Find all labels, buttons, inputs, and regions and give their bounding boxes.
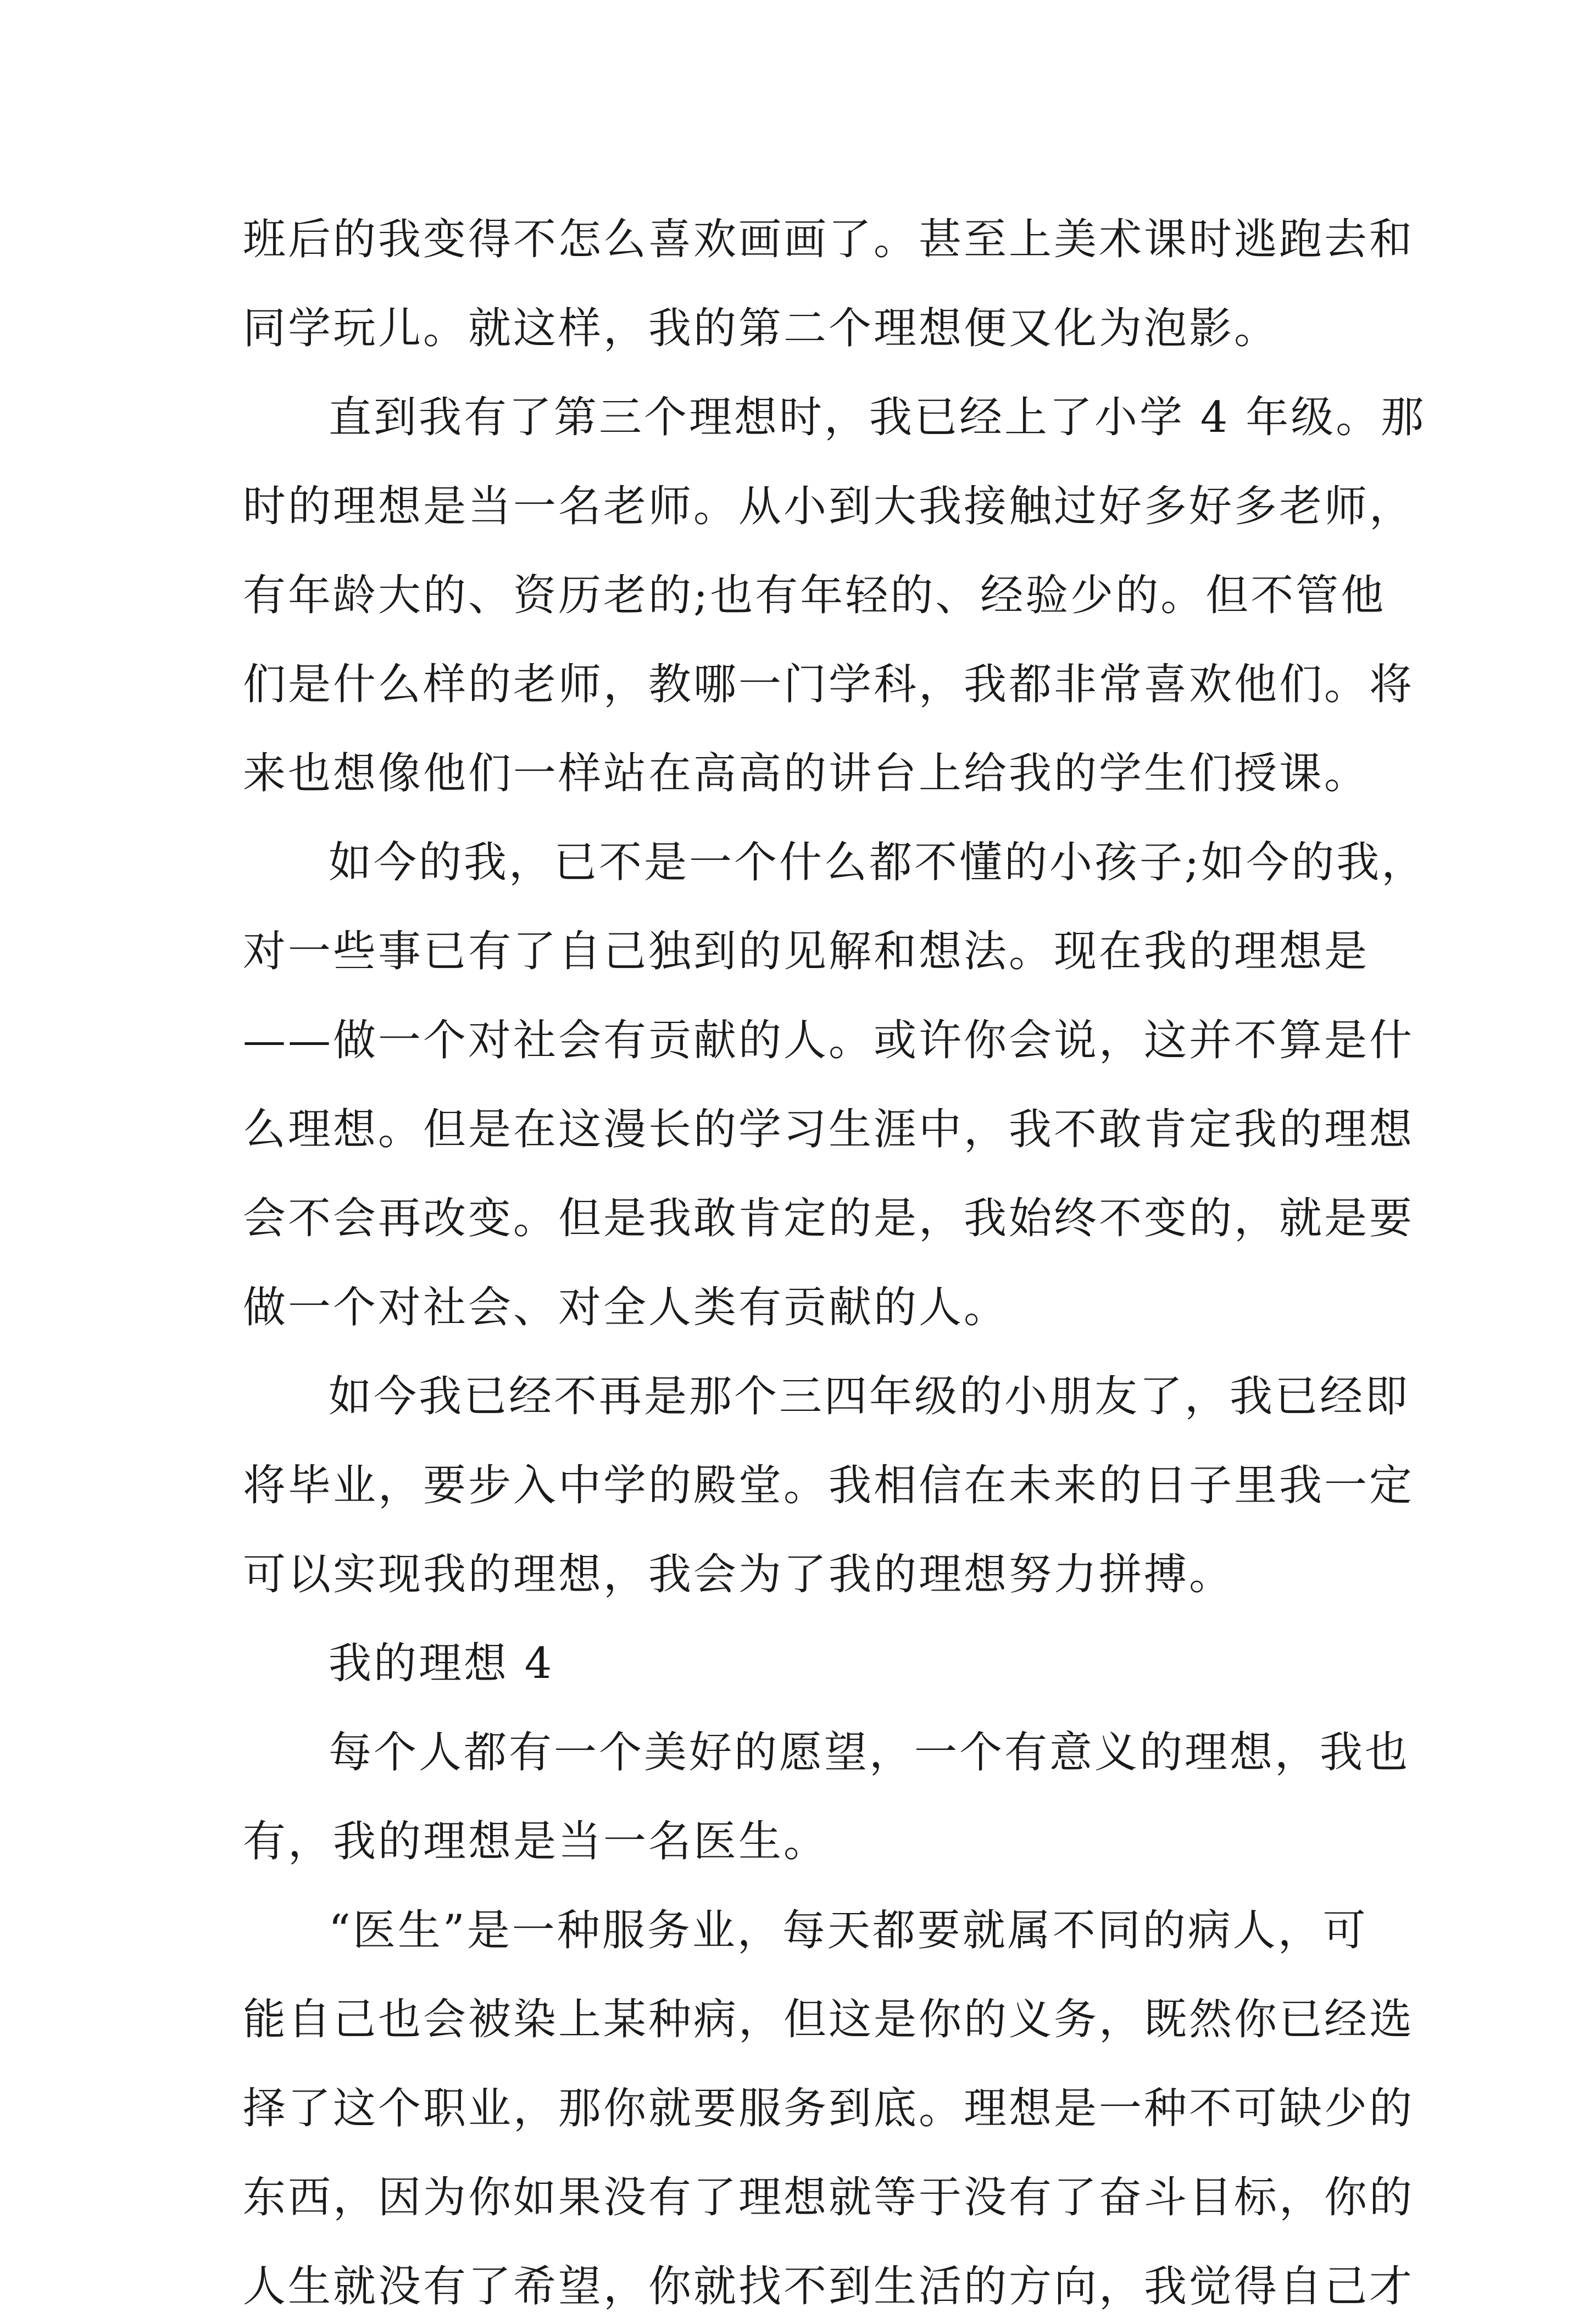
paragraph-start-line: 如今的我，已不是一个什么都不懂的小孩子;如今的我， — [329, 838, 1427, 887]
text-line: 班后的我变得不怎么喜欢画画了。甚至上美术课时逃跑去和 — [243, 215, 1415, 264]
text-line: ——做一个对社会有贡献的人。或许你会说，这并不算是什 — [243, 1016, 1415, 1065]
section-heading: 我的理想 4 — [329, 1639, 554, 1688]
paragraph-start-line: 如今我已经不再是那个三四年级的小朋友了，我已经即 — [329, 1372, 1410, 1421]
text-line: 东西，因为你如果没有了理想就等于没有了奋斗目标，你的 — [243, 2173, 1415, 2222]
text-line: 将毕业，要步入中学的殿堂。我相信在未来的日子里我一定 — [243, 1461, 1415, 1510]
paragraph-start-line: “医生”是一种服务业，每天都要就属不同的病人，可 — [329, 1906, 1368, 1955]
text-line: 人生就没有了希望，你就找不到生活的方向，我觉得自己才 — [243, 2262, 1415, 2311]
text-line: 来也想像他们一样站在高高的讲台上给我的学生们授课。 — [243, 749, 1370, 798]
text-line: 有，我的理想是当一名医生。 — [243, 1817, 829, 1866]
text-line: 能自己也会被染上某种病，但这是你的义务，既然你已经选 — [243, 1995, 1415, 2044]
paragraph-start-line: 直到我有了第三个理想时，我已经上了小学 4 年级。那 — [329, 393, 1426, 442]
document-body — [243, 202, 1427, 2324]
text-line: 同学玩儿。就这样，我的第二个理想便又化为泡影。 — [243, 304, 1280, 353]
text-line: 有年龄大的、资历老的;也有年轻的、经验少的。但不管他 — [243, 571, 1386, 620]
text-line: 做一个对社会、对全人类有贡献的人。 — [243, 1283, 1009, 1332]
text-line: 会不会再改变。但是我敢肯定的是，我始终不变的，就是要 — [243, 1194, 1415, 1243]
text-line: 么理想。但是在这漫长的学习生涯中，我不敢肯定我的理想 — [243, 1105, 1415, 1154]
text-line: 时的理想是当一名老师。从小到大我接触过好多好多老师， — [243, 482, 1415, 531]
text-line: 们是什么样的老师，教哪一门学科，我都非常喜欢他们。将 — [243, 660, 1415, 709]
paragraph-start-line: 每个人都有一个美好的愿望，一个有意义的理想，我也 — [329, 1728, 1410, 1777]
text-line: 对一些事已有了自己独到的见解和想法。现在我的理想是 — [243, 927, 1370, 976]
text-line: 可以实现我的理想，我会为了我的理想努力拼搏。 — [243, 1550, 1235, 1599]
text-line: 择了这个职业，那你就要服务到底。理想是一种不可缺少的 — [243, 2084, 1415, 2133]
